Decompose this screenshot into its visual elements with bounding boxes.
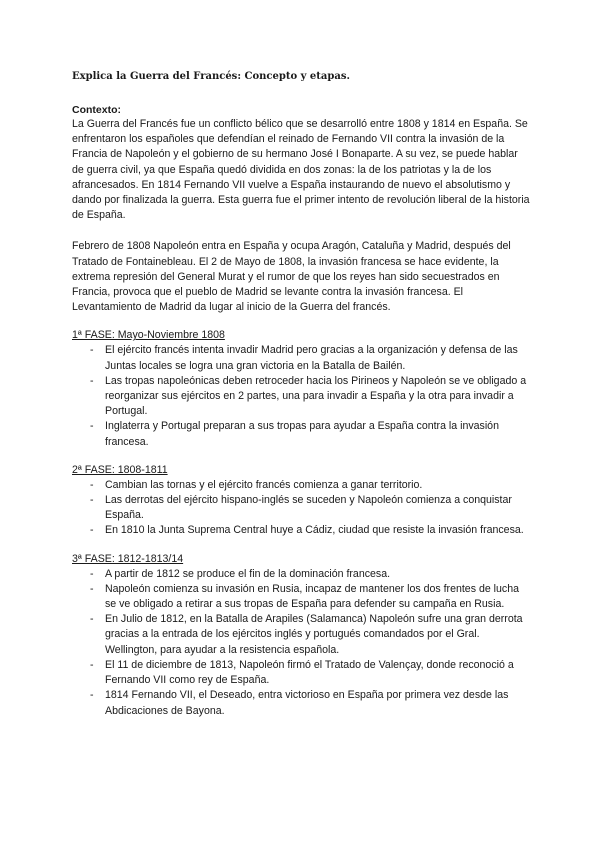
bullet-dash: - (90, 689, 94, 702)
phase-section-2 (72, 463, 532, 539)
list-item: - El ejército francés intenta invadir Madrid pero gracias a la organización y defensa de las Juntas locales se logra una gran victoria en la Batalla de Bailén. (90, 344, 518, 372)
phase-section-3 (72, 552, 532, 719)
phase-title: 1ª FASE: Mayo-Noviembre 1808 (72, 329, 225, 342)
bullet-dash: - (90, 582, 94, 595)
document-title: Explica la Guerra del Francés: Concepto y etapas. (72, 71, 350, 82)
bullet-dash: - (90, 524, 94, 537)
bullet-dash: - (90, 344, 94, 357)
bullet-dash: - (90, 478, 94, 491)
bullet-dash: - (90, 374, 94, 387)
list-item: - Cambian las tornas y el ejército francés comienza a ganar territorio. (72, 478, 532, 493)
list-item: - 1814 Fernando VII, el Deseado, entra victorioso en España por primera vez desde las Abdicaciones de Bayona. (90, 689, 509, 717)
bullet-dash: - (90, 494, 94, 507)
list-item: - A partir de 1812 se produce el fin de la dominación francesa. (72, 567, 532, 582)
list-item: - En 1810 la Junta Suprema Central huye a Cádiz, ciudad que resiste la invasión francesa. (72, 523, 532, 538)
bullet-dash: - (90, 613, 94, 626)
list-item: - Las tropas napoleónicas deben retroceder hacia los Pirineos y Napoleón se ve obligado a reorganizar sus ejércitos en 2 partes, una para invadir a España y la otra para invadir a Portugal. (90, 374, 527, 418)
bullet-dash: - (90, 420, 94, 433)
phase-list (72, 567, 532, 719)
list-item: - Las derrotas del ejército hispano-inglés se suceden y Napoleón comienza a conquistar España. (90, 494, 512, 522)
context-heading: Contexto: (72, 104, 121, 116)
phase-section-1 (72, 328, 532, 449)
list-item: - En Julio de 1812, en la Batalla de Arapiles (Salamanca) Napoleón sufre una gran derrota gracias a la entrada de los ejércitos inglés y portugués comandados por el Gral. Wellington, para ayudar a la resistencia española. (90, 613, 523, 656)
bullet-dash: - (90, 658, 94, 671)
phase-list (72, 343, 532, 449)
phase-list (72, 478, 532, 539)
context-paragraph: La Guerra del Francés fue un conflicto bélico que se desarrolló entre 1808 y 1814 en España. Se enfrentaron los españoles que defendían el reinado de Fernando VII contra la invasión de la Francia de Napoleón y el gobierno de su hermano José I Bonaparte. A su vez, se puede hablar de guerra civil, ya que España quedó dividida en dos zonas: la de los patriotas y la de los afrancesados. En 1814 Fernando VII vuelve a España instaurando de nuevo el absolutismo y dando por finalizada la guerra. Esta guerra fue el primer intento de revolución liberal de la historia de España. (72, 118, 530, 222)
document-page (72, 70, 532, 732)
phase-title: 2ª FASE: 1808-1811 (72, 463, 168, 476)
list-item: - Inglaterra y Portugal preparan a sus tropas para ayudar a España contra la invasión francesa. (90, 420, 499, 448)
list-item: - Napoleón comienza su invasión en Rusia, incapaz de mantener los dos frentes de lucha se ve obligado a retirar a sus tropas de España para defender su campaña en Rusia. (90, 582, 519, 611)
list-item: - El 11 de diciembre de 1813, Napoleón firmó el Tratado de Valençay, donde reconoció a Fernando VII como rey de España. (90, 658, 514, 687)
phase-title: 3ª FASE: 1812-1813/14 (72, 552, 184, 565)
bullet-dash: - (90, 567, 94, 580)
background-paragraph: Febrero de 1808 Napoleón entra en España y ocupa Aragón, Cataluña y Madrid, después del Tratado de Fontainebleau. El 2 de Mayo de 1808, la invasión francesa se hace evidente, la extrema represión del General Murat y el rumor de que los reyes han sido secuestrados en Francia, provoca que el pueblo de Madrid se levante contra la invasión francesa. El Levantamiento de Madrid da lugar al inicio de la Guerra del francés. (72, 240, 511, 314)
